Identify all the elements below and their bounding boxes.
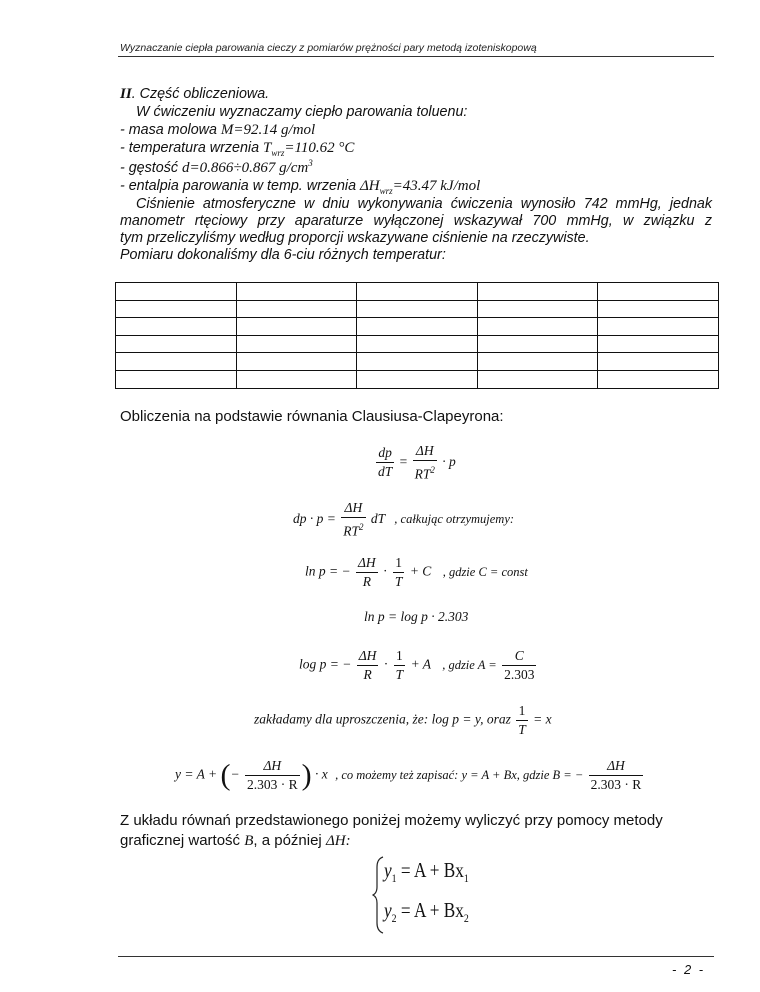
equation-ln-log: ln p = log p · 2.303 [364,609,469,624]
calc-heading: Obliczenia na podstawie równania Clausiusa-Clapeyrona: [120,408,504,425]
table-cell [236,300,357,318]
table-cell [477,283,598,301]
table-row [116,318,719,336]
running-header: Wyznaczanie ciepła parowania cieczy z pomiarów prężności pary metodą izoteniskopową [120,42,537,54]
section-title-text: . Część obliczeniowa. [131,86,270,102]
table-cell [116,283,237,301]
table-cell [236,370,357,388]
table-cell [116,300,237,318]
table-cell [116,318,237,336]
measurement-table [115,282,719,389]
table-cell [477,353,598,371]
table-cell [598,318,719,336]
equation-integrated: ln p = − $\frac{\Delta H}{R}$ · $\frac{1}{T}$ + C , gdzie C = const [305,555,528,589]
conclusion-line-1: Z układu równań przedstawionego poniżej możemy wyliczyć przy pomocy metody [120,812,663,829]
table-cell [357,283,478,301]
table-cell [598,370,719,388]
density-value: d=0.866÷0.867 $g/cm^3$ [181,158,313,176]
table-cell [357,300,478,318]
equation-clausius: $\frac{dp}{dT}$ = $\frac{\Delta H}{RT^2}$ · p [378,443,456,482]
header-rule [118,56,714,57]
table-cell [236,283,357,301]
conclusion-line-2: graficznej wartość B, a później ΔH: [120,832,351,849]
table-cell [598,283,719,301]
equation-substitution: zakładamy dla uproszczenia, że: log p = y, oraz $\frac{1}{T}$ = x [254,703,552,737]
table-row [116,283,719,301]
equation-log-form: log p = − $\frac{\Delta H}{R}$ · $\frac{1}{T}$ + A , gdzie A = $\frac{C}{2.303}$ [299,648,535,682]
system-equation-1: $y_1 = A + Bx_1$ [384,858,469,886]
table-cell [236,318,357,336]
table-cell [116,370,237,388]
table-cell [236,335,357,353]
table-cell [116,353,237,371]
paragraph-line: manometr rtęciowy przy aparaturze wyłączonej wskazywał 700 mmHg, w związku z [120,213,712,229]
enthalpy-value: $\Delta H_{wrz}=43.47$ kJ/mol [360,178,481,196]
table-cell [477,318,598,336]
property-molar-mass: - masa molowa M=92.14 g/mol [120,122,316,138]
table-cell [357,353,478,371]
system-equation-2: $y_2 = A + Bx_2$ [384,898,469,926]
pressure-paragraph [120,196,712,264]
table-cell [477,300,598,318]
table-cell [357,335,478,353]
table-cell [236,353,357,371]
property-boiling-temp: - temperatura wrzenia $T_{wrz}=110.62$ °C [120,140,355,158]
paragraph-line: Pomiaru dokonaliśmy dla 6-ciu różnych temperatur: [120,247,446,263]
table-cell [357,318,478,336]
footer-rule [118,956,714,957]
equation-separated: dp · p = $\frac{\Delta H}{RT^2}$ dT , całkując otrzymujemy: [293,500,515,539]
table-cell [598,335,719,353]
table-cell [477,335,598,353]
table-row [116,335,719,353]
paragraph-line: Ciśnienie atmosferyczne w dniu wykonywania ćwiczenia wynosiło 742 mmHg, jednak [136,196,712,212]
section-number: II [120,86,132,102]
property-density: - gęstość d=0.866÷0.867 $g/cm^3$ [120,158,313,176]
property-enthalpy: - entalpia parowania w temp. wrzenia $\Delta H_{wrz}=43.47$ kJ/mol [120,178,481,196]
section-title [120,86,269,103]
table-cell [598,353,719,371]
molar-mass-value: M=92.14 g/mol [220,122,316,138]
table-cell [598,300,719,318]
table-cell [477,370,598,388]
table-row [116,353,719,371]
table-row [116,300,719,318]
equation-linear: y = A + (− $\frac{\Delta H}{2.303 \cdot R}$ ) · x , co możemy też zapisać: y = A + Bx, gdzie B = − $\frac{\Delta H}{2.303 \cdot R}$ [175,758,642,792]
intro-text: W ćwiczeniu wyznaczamy ciepło parowania toluenu: [136,104,468,120]
table-cell [116,335,237,353]
page-number: - 2 - [672,962,706,977]
table-row [116,370,719,388]
boiling-temp-value: $T_{wrz}=110.62$ °C [263,140,355,158]
paragraph-line: tym przeliczyliśmy według proporcji wskazywane ciśnienie na rzeczywiste. [120,230,590,246]
table-cell [357,370,478,388]
